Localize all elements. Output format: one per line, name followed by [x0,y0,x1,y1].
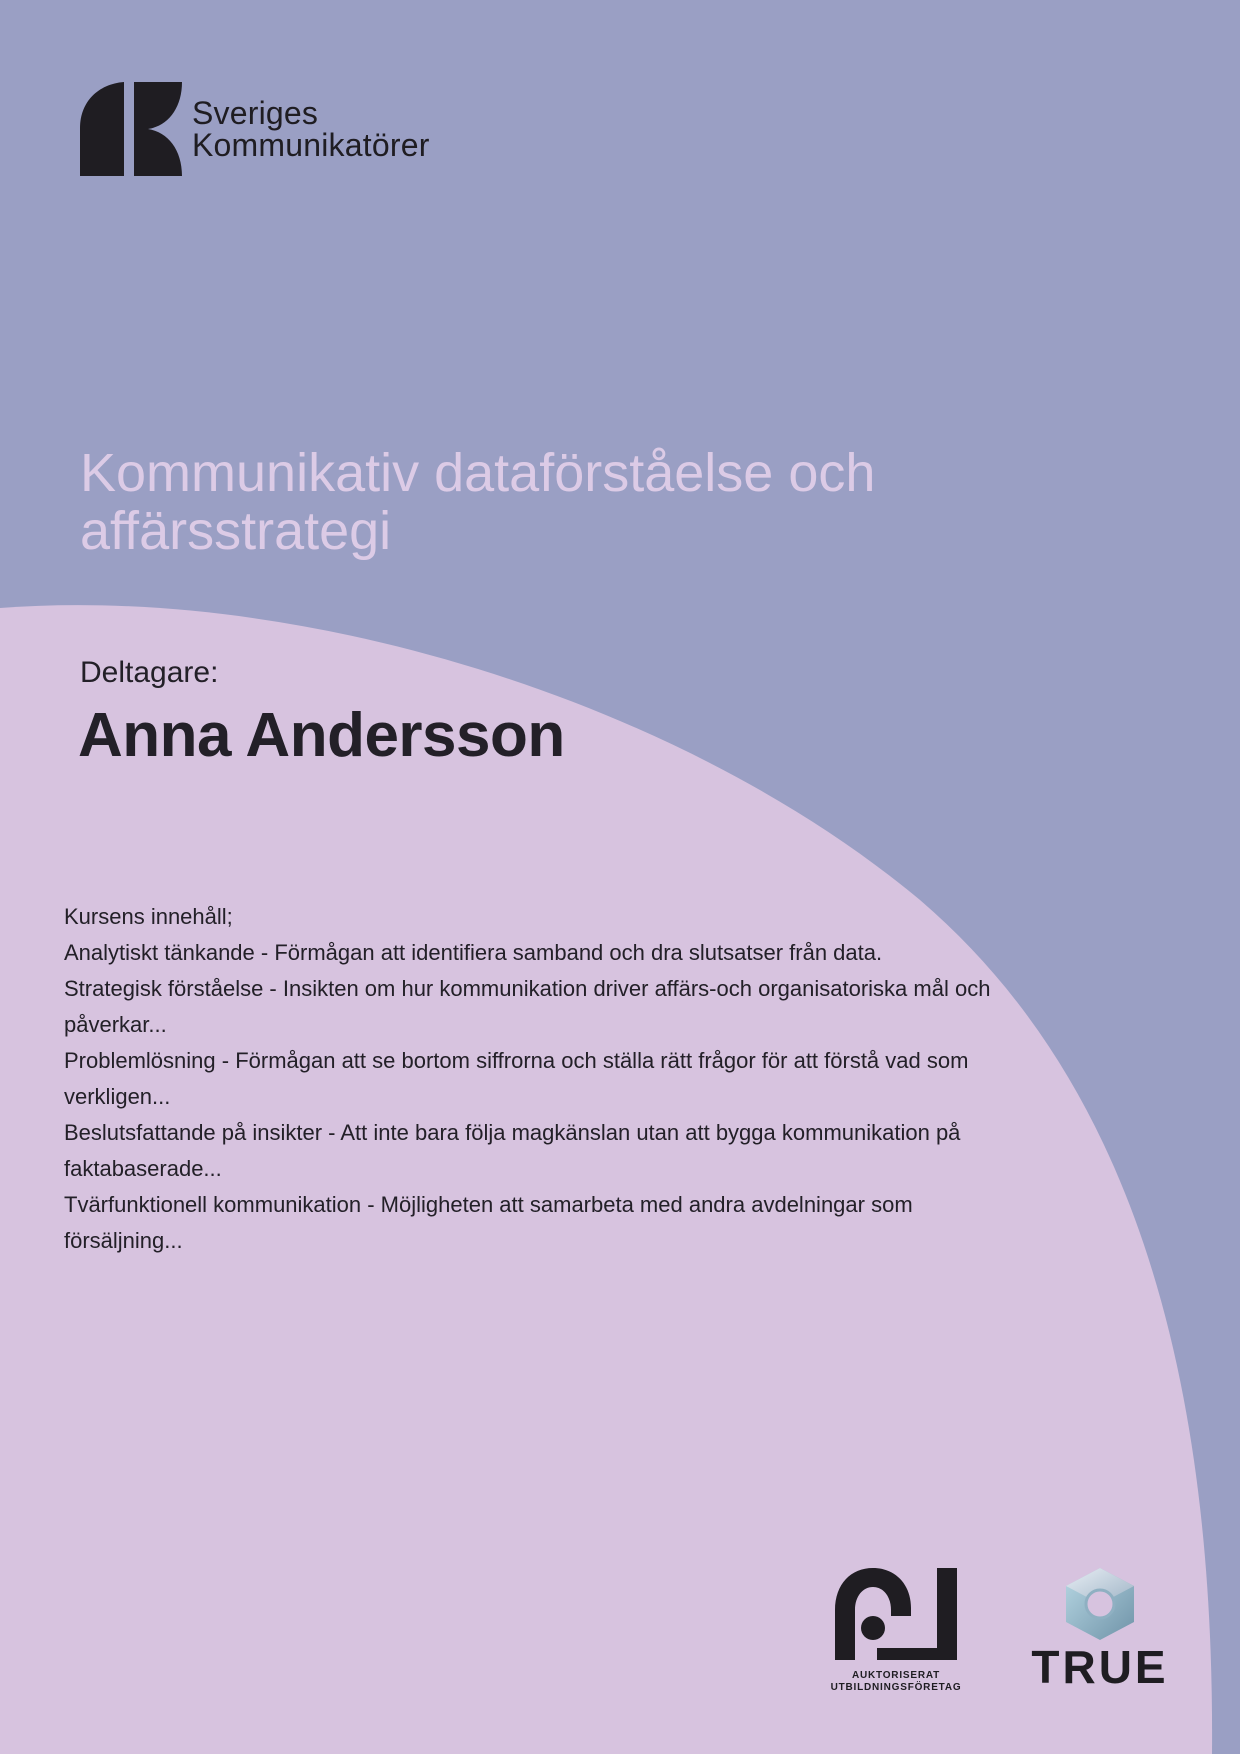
content-item: Strategisk förståelse - Insikten om hur kommunikation driver affärs-och organisatoriska mål och påverkar... [64,976,991,1037]
content-item: Tvärfunktionell kommunikation - Möjligheten att samarbeta med andra avdelningar som försäljning... [64,1192,913,1253]
au-logo-icon [829,1564,963,1664]
content-heading: Kursens innehåll; [64,904,233,929]
course-title: Kommunikativ dataförståelse och affärsstrategi [80,443,876,561]
participant-name: Anna Andersson [78,701,565,770]
participant-label: Deltagare: [80,656,219,689]
content-item: Beslutsfattande på insikter - Att inte bara följa magkänslan utan att bygga kommunikation på faktabaserade... [64,1120,961,1181]
organization-name [192,97,430,161]
sk-logo-icon [80,82,182,176]
au-caption-line2: UTBILDNINGSFÖRETAG [830,1682,962,1693]
au-badge [820,1564,972,1694]
course-content [64,899,1014,1259]
organization-name-line1: Sveriges [192,95,319,131]
organization-name-line2: Kommunikatörer [192,127,430,163]
au-caption [820,1670,972,1694]
content-item: Problemlösning - Förmågan att se bortom siffrorna och ställa rätt frågor för att förstå vad som verkligen... [64,1048,969,1109]
true-cube-icon [1060,1566,1140,1642]
content-item: Analytiskt tänkande - Förmågan att identifiera samband och dra slutsatser från data. [64,940,883,965]
true-badge [1030,1566,1170,1693]
organization-logo [80,82,430,176]
true-wordmark: TRUE [1031,1641,1169,1693]
au-caption-line1: AUKTORISERAT [851,1670,941,1681]
